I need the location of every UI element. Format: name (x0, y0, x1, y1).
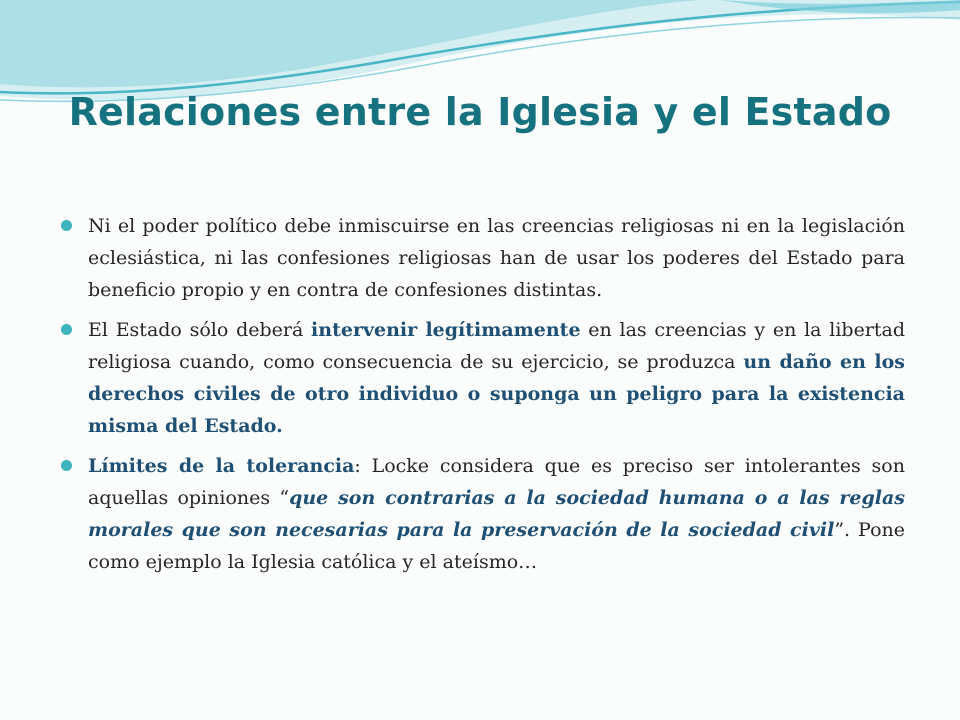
bullet-text: : Locke considera que es preciso ser intolerantes son aquellas opiniones “ (88, 455, 905, 509)
bullet-text: ”. Pone como ejemplo la Iglesia católica y el ateísmo… (88, 519, 905, 573)
bullet-marker-icon (61, 460, 72, 471)
bullet-marker-icon (61, 324, 72, 335)
bullet-text: El Estado sólo deberá (88, 319, 312, 341)
bullet-marker-icon (61, 220, 72, 231)
bullet-quote: que son contrarias a la sociedad humana o a las reglas morales que son necesarias para la preservación de la sociedad civil (88, 487, 905, 541)
bullet-emphasis: Límites de la tolerancia (88, 455, 355, 477)
slide-title: Relaciones entre la Iglesia y el Estado (68, 90, 892, 134)
bullet-text: en las creencias y en la libertad religiosa cuando, como consecuencia de su ejercicio, se produzca (88, 319, 906, 373)
bullet-emphasis: intervenir legítimamente (311, 319, 581, 341)
bullet-item-3 (60, 450, 905, 578)
bullet-text: Ni el poder político debe inmiscuirse en las creencias religiosas ni en la legislación eclesiástica, ni las confesiones religiosas han de usar los poderes del Estado para beneficio propio y en contra de confesiones distintas. (88, 215, 905, 301)
bullet-emphasis: un daño en los derechos civiles de otro individuo o suponga un peligro para la existencia misma del Estado. (88, 351, 905, 437)
bullet-item-1 (60, 210, 905, 306)
bullet-list (60, 210, 905, 586)
bullet-item-2 (60, 314, 905, 442)
